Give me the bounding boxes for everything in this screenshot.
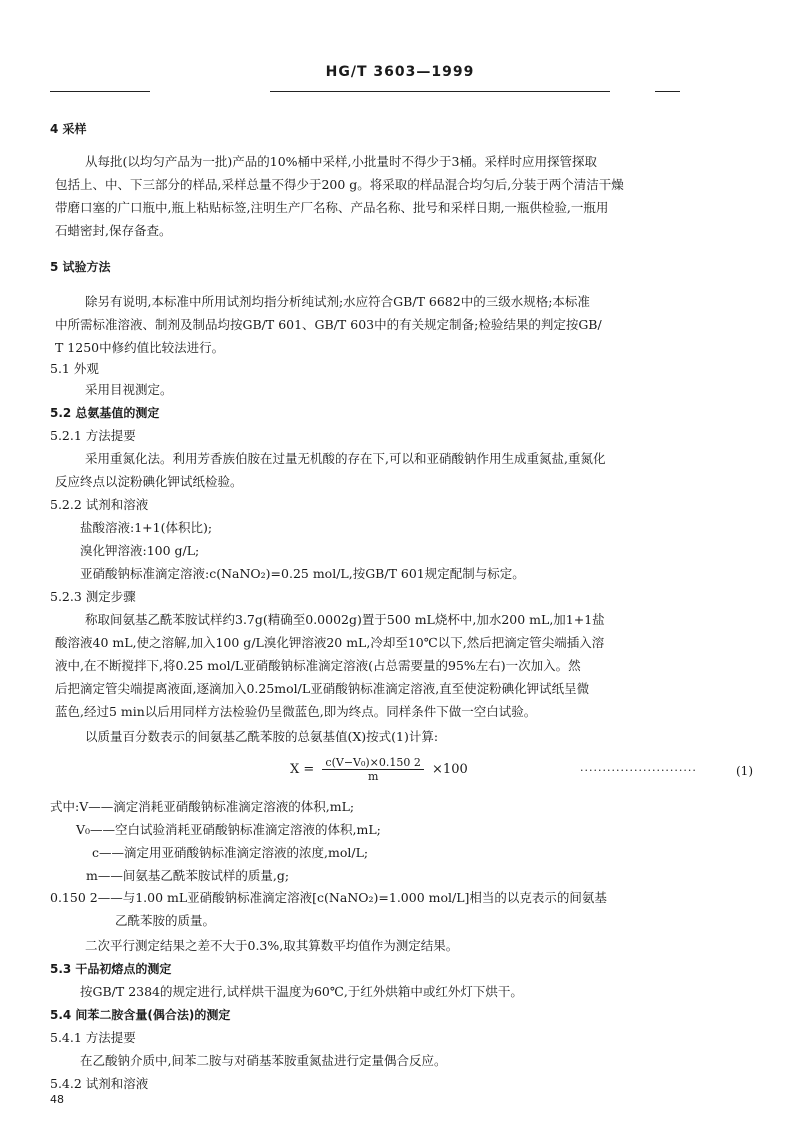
text-line: 中所需标准溶液、制剂及制品均按GB/T 601、GB/T 603中的有关规定制备;检验结果的判定按GB/ (55, 317, 602, 332)
text-line: 5.2.2 试剂和溶液 (50, 497, 149, 512)
header-rule-left (50, 91, 150, 92)
section-heading: 5.3 干品初熔点的测定 (50, 962, 172, 976)
text-line: V₀——空白试验消耗亚硝酸钠标准滴定溶液的体积,mL; (76, 822, 381, 837)
formula-denominator: m (367, 770, 379, 783)
text-line: 称取间氨基乙酰苯胺试样约3.7g(精确至0.0002g)置于500 mL烧杯中,加水200 mL,加1+1盐 (85, 612, 605, 627)
text-line: 溴化钾溶液:100 g/L; (80, 543, 200, 558)
formula-lhs: X = (290, 762, 319, 777)
section-heading: 5.2 总氨基值的测定 (50, 406, 160, 420)
text-line: 5.4.2 试剂和溶液 (50, 1076, 149, 1091)
page-number: 48 (50, 1093, 64, 1106)
section-heading: 5 试验方法 (50, 260, 111, 274)
text-line: 液中,在不断搅拌下,将0.25 mol/L亚硝酸钠标准滴定溶液(占总需要量的95%左右)一次加入。然 (55, 658, 581, 673)
text-line: T 1250中修约值比较法进行。 (55, 340, 225, 355)
standard-code-header: HG/T 3603—1999 (325, 64, 475, 80)
text-line: 5.1 外观 (50, 361, 99, 376)
section-heading: 4 采样 (50, 122, 87, 136)
text-line: 蓝色,经过5 min以后用同样方法检验仍呈微蓝色,即为终点。同样条件下做一空白试验。 (55, 704, 537, 719)
formula-number: (1) (736, 764, 753, 778)
text-line: 带磨口塞的广口瓶中,瓶上粘贴标签,注明生产厂名称、产品名称、批号和采样日期,一瓶供检验,一瓶用 (55, 200, 609, 215)
text-line: 在乙酸钠介质中,间苯二胺与对硝基苯胺重氮盐进行定量偶合反应。 (80, 1053, 447, 1068)
formula-numerator: c(V−V₀)×0.150 2 (322, 756, 423, 770)
text-line: m——间氨基乙酰苯胺试样的质量,g; (86, 868, 290, 883)
text-line: 采用目视测定。 (85, 382, 173, 397)
text-line: c——滴定用亚硝酸钠标准滴定溶液的浓度,mol/L; (92, 845, 369, 860)
text-line: 5.4.1 方法提要 (50, 1030, 136, 1045)
text-line: 反应终点以淀粉碘化钾试纸检验。 (55, 474, 243, 489)
formula-fraction (322, 756, 423, 783)
text-line: 乙酰苯胺的质量。 (115, 913, 216, 928)
text-line: 亚硝酸钠标准滴定溶液:c(NaNO₂)=0.25 mol/L,按GB/T 601规定配制与标定。 (80, 566, 525, 581)
formula-1 (290, 756, 468, 783)
text-line: 以质量百分数表示的间氨基乙酰苯胺的总氨基值(X)按式(1)计算: (85, 729, 439, 744)
text-line: 二次平行测定结果之差不大于0.3%,取其算数平均值作为测定结果。 (85, 938, 459, 953)
header-rule-middle (270, 91, 610, 92)
text-line: 石蜡密封,保存备查。 (55, 223, 172, 238)
text-line: 除另有说明,本标准中所用试剂均指分析纯试剂;水应符合GB/T 6682中的三级水规格;本标准 (85, 294, 590, 309)
text-line: 5.2.3 测定步骤 (50, 589, 136, 604)
text-line: 盐酸溶液:1+1(体积比); (80, 520, 213, 535)
formula-leader-dots: ·························· (580, 764, 697, 777)
text-line: 按GB/T 2384的规定进行,试样烘干温度为60℃,于红外烘箱中或红外灯下烘干。 (80, 984, 523, 999)
header-rule-right (655, 91, 680, 92)
text-line: 酸溶液40 mL,使之溶解,加入100 g/L溴化钾溶液20 mL,冷却至10℃以下,然后把滴定管尖端插入溶 (55, 635, 605, 650)
text-line: 包括上、中、下三部分的样品,采样总量不得少于200 g。将采取的样品混合均匀后,分装于两个清洁干燥 (55, 177, 624, 192)
text-line: 5.2.1 方法提要 (50, 428, 136, 443)
text-line: 0.150 2——与1.00 mL亚硝酸钠标准滴定溶液[c(NaNO₂)=1.000 mol/L]相当的以克表示的间氨基 (50, 890, 607, 905)
text-line: 式中:V——滴定消耗亚硝酸钠标准滴定溶液的体积,mL; (50, 799, 355, 814)
text-line: 采用重氮化法。利用芳香族伯胺在过量无机酸的存在下,可以和亚硝酸钠作用生成重氮盐,重氮化 (85, 451, 606, 466)
text-line: 后把滴定管尖端提离液面,逐滴加入0.25mol/L亚硝酸钠标准滴定溶液,直至使淀粉碘化钾试纸呈微 (55, 681, 590, 696)
text-line: 从每批(以均匀产品为一批)产品的10%桶中采样,小批量时不得少于3桶。采样时应用探管探取 (85, 154, 597, 169)
section-heading: 5.4 间苯二胺含量(偶合法)的测定 (50, 1008, 231, 1022)
formula-rhs: ×100 (432, 762, 468, 777)
